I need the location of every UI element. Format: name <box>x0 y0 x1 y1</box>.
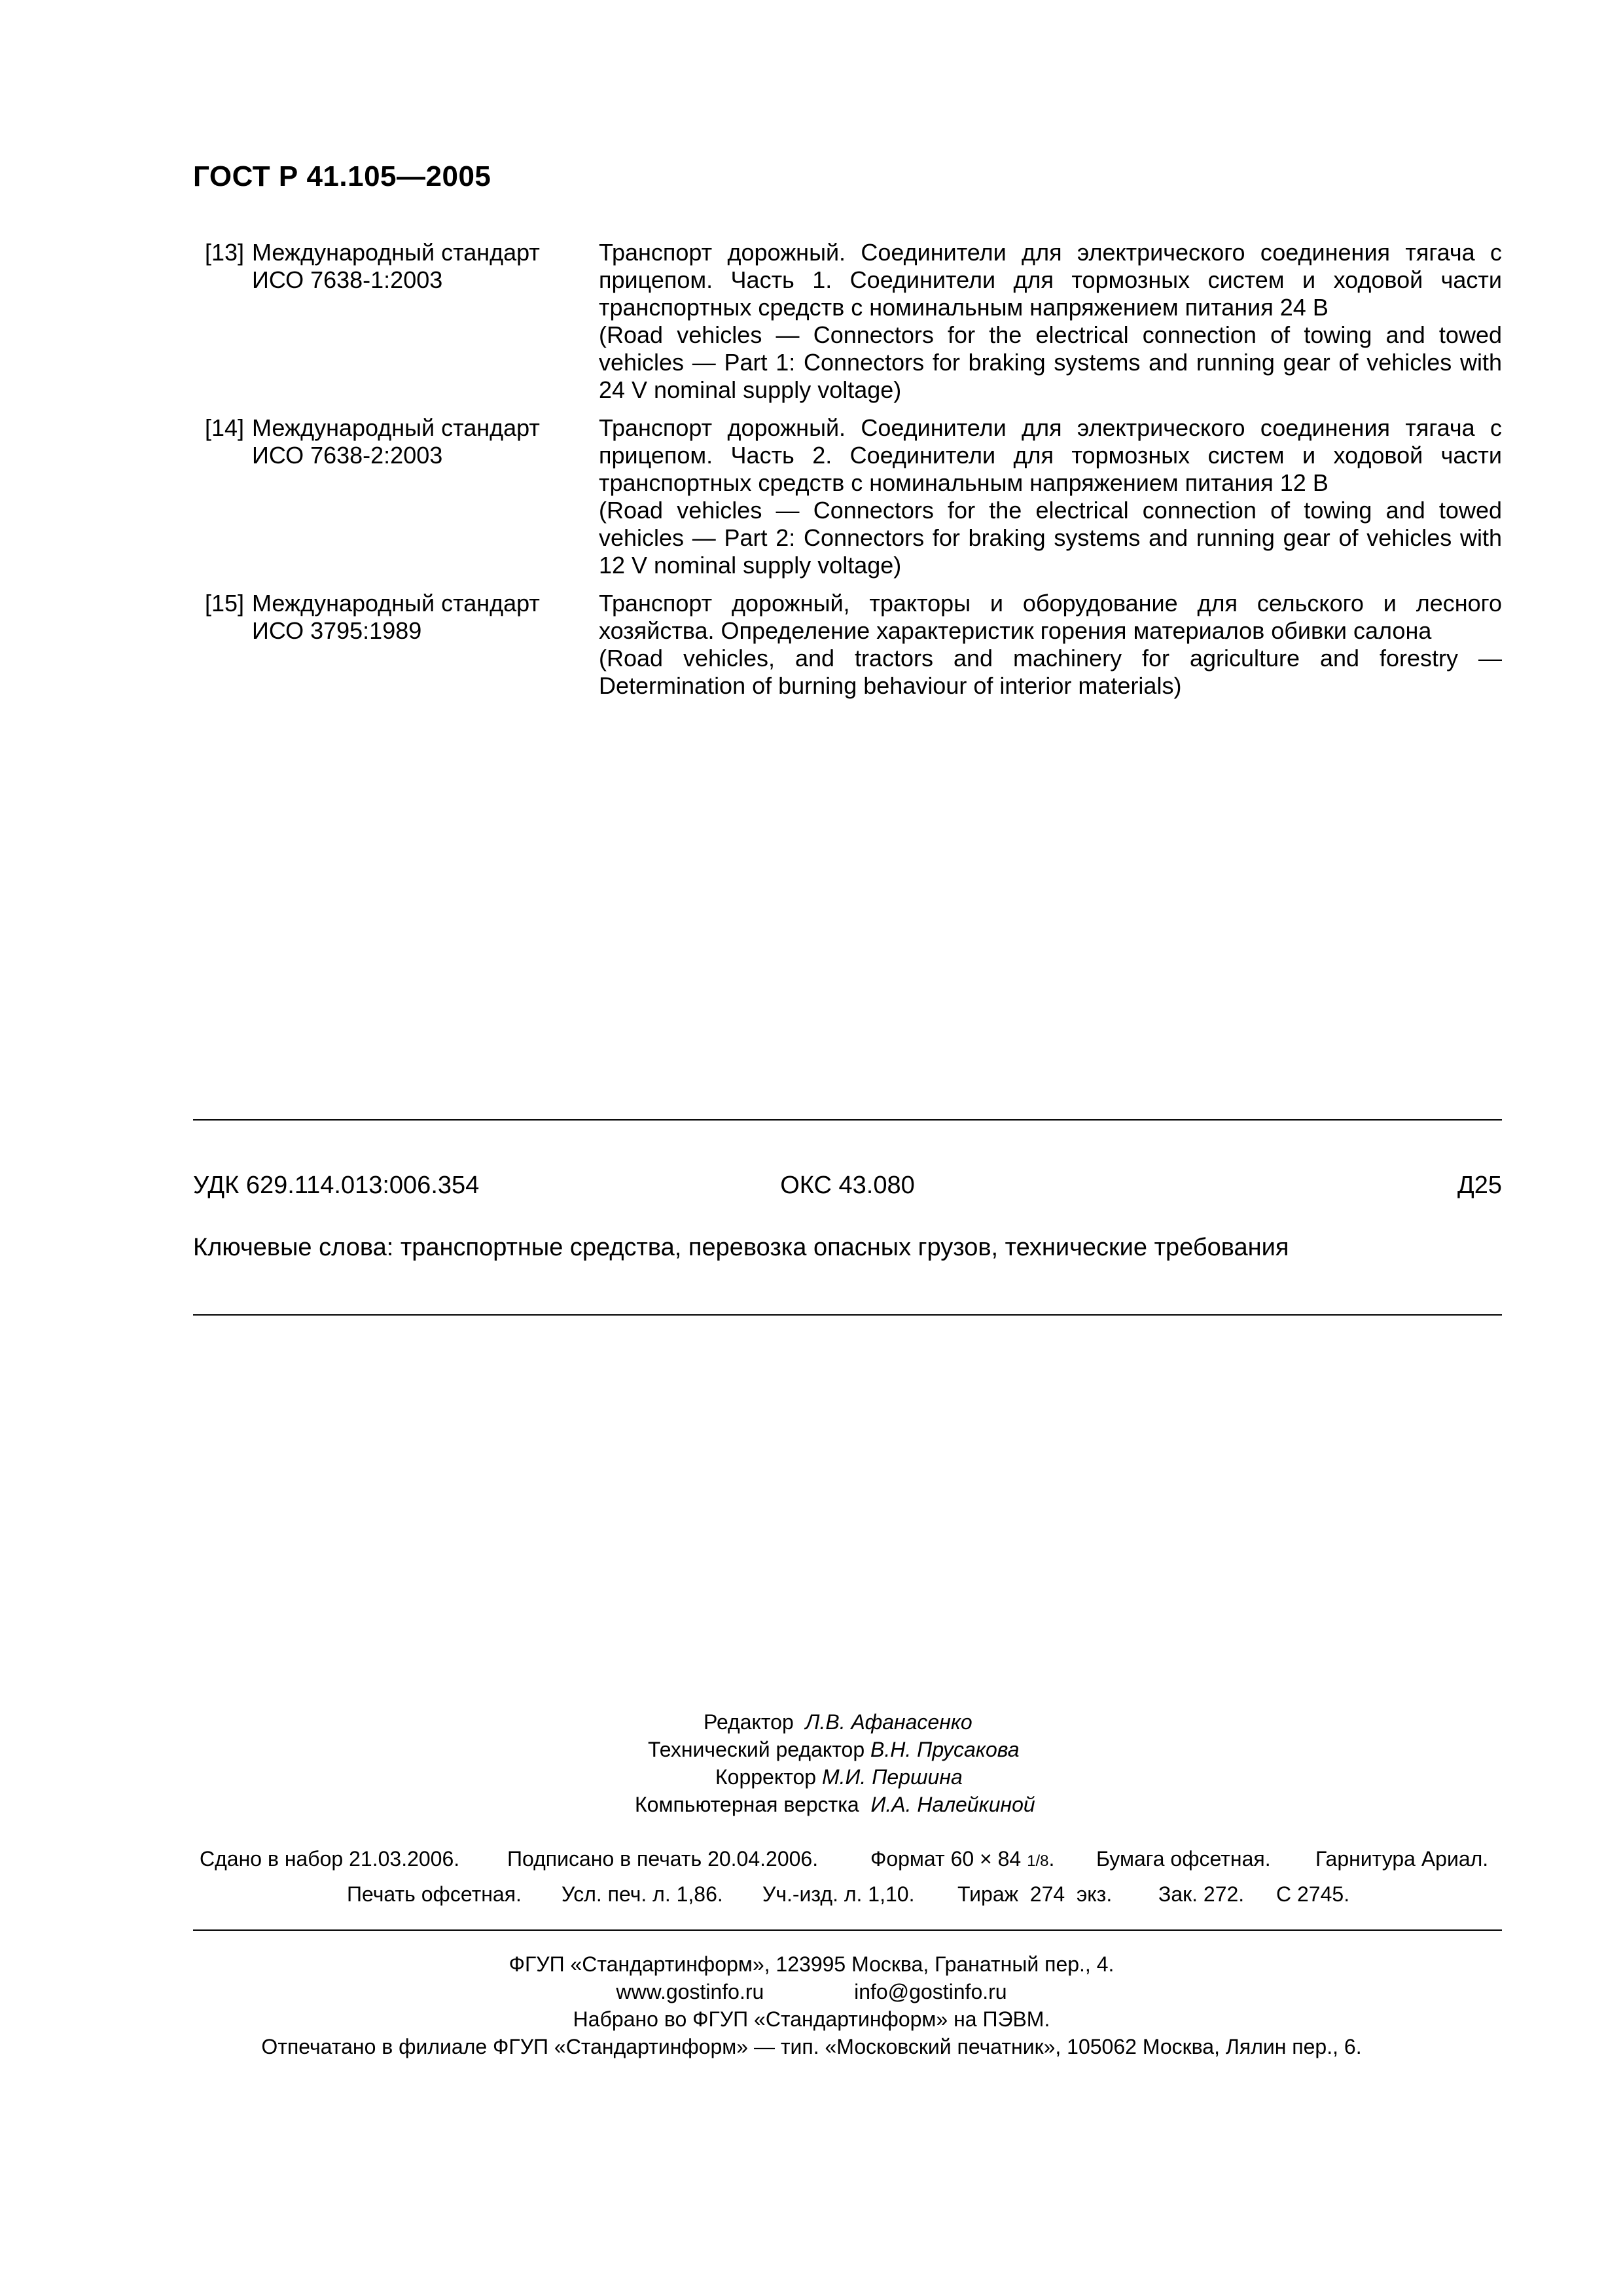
entry-title <box>599 414 1502 579</box>
bibliography-entry <box>193 590 1508 700</box>
standard-type: Международный стандарт <box>252 590 540 617</box>
entry-title <box>599 590 1502 700</box>
layout-name: И.А. Налейкиной <box>870 1793 1035 1816</box>
format-times: × <box>980 1847 992 1871</box>
credit-corrector <box>715 1763 963 1791</box>
print-usl: Усл. печ. л. 1,86. <box>562 1882 723 1906</box>
print-uch: Уч.-изд. л. 1,10. <box>762 1882 915 1906</box>
udk-code: УДК 629.114.013:006.354 <box>193 1172 480 1199</box>
oks-code: ОКС 43.080 <box>780 1172 915 1199</box>
title-english: (Road vehicles — Connectors for the electrical connection of towing and towed vehicles — Part 1: Connectors for braking systems and running gear of vehicles with 24 V nominal supply voltage) <box>599 321 1502 403</box>
tech-editor-name: В.Н. Прусакова <box>870 1738 1020 1761</box>
entry-standard <box>252 590 579 700</box>
entry-title <box>599 239 1502 404</box>
title-english: (Road vehicles — Connectors for the electrical connection of towing and towed vehicles — Part 2: Connectors for braking systems and running gear of vehicles with 12 V nominal supply voltage) <box>599 497 1502 579</box>
print-run: Тираж 274 экз. <box>957 1882 1113 1906</box>
publisher-email: info@gostinfo.ru <box>854 1980 1007 2003</box>
entry-standard <box>252 414 579 579</box>
corrector-name: М.И. Першина <box>821 1765 963 1789</box>
bibliography-list <box>193 239 1508 710</box>
corrector-label: Корректор <box>715 1765 817 1789</box>
group-code: Д25 <box>1457 1172 1502 1199</box>
print-paper: Бумага офсетная. <box>1096 1847 1271 1871</box>
title-russian: Транспорт дорожный. Соединители для электрического соединения тягача с прицепом. Часть 2. Соединители для тормозных систем и ходовой части транспортных средств с номинальным напряжением питания 12 В <box>599 414 1502 496</box>
editor-label: Редактор <box>704 1710 794 1734</box>
document-code: ГОСТ Р 41.105—2005 <box>193 160 491 192</box>
print-order: Зак. 272. <box>1158 1882 1245 1906</box>
standard-number: ИСО 7638-2:2003 <box>252 442 443 469</box>
print-type: Печать офсетная. <box>347 1882 522 1906</box>
standard-number: ИСО 3795:1989 <box>252 617 422 644</box>
standard-number: ИСО 7638-1:2003 <box>252 266 443 293</box>
credit-tech-editor <box>648 1736 1020 1763</box>
print-signed: Подписано в печать 20.04.2006. <box>507 1847 819 1871</box>
print-format: Формат 60 × 84 1/8. <box>870 1847 1055 1871</box>
keywords: Ключевые слова: транспортные средства, перевозка опасных грузов, технические требования <box>193 1234 1289 1261</box>
entry-number: [14] <box>204 414 244 441</box>
print-c: С 2745. <box>1276 1882 1350 1906</box>
divider-top <box>193 1119 1502 1121</box>
tech-editor-label: Технический редактор <box>648 1738 865 1761</box>
format-fraction: 1/8 <box>1027 1852 1049 1870</box>
publisher-typeset: Набрано во ФГУП «Стандартинформ» на ПЭВМ. <box>573 2007 1050 2031</box>
entry-standard <box>252 239 579 404</box>
publisher-block <box>0 1950 1623 2060</box>
publisher-address: ФГУП «Стандартинформ», 123995 Москва, Гранатный пер., 4. <box>508 1952 1115 1976</box>
bibliography-entry <box>193 414 1508 579</box>
title-russian: Транспорт дорожный. Соединители для электрического соединения тягача с прицепом. Часть 1. Соединители для тормозных систем и ходовой части транспортных средств с номинальным напряжением питания 24 В <box>599 239 1502 321</box>
divider-bottom <box>193 1314 1502 1316</box>
title-russian: Транспорт дорожный, тракторы и оборудование для сельского и лесного хозяйства. Определение характеристик горения материалов обивки салона <box>599 590 1502 644</box>
print-submitted: Сдано в набор 21.03.2006. <box>200 1847 460 1871</box>
divider-publisher <box>193 1929 1502 1931</box>
format-84: 84 <box>997 1847 1022 1871</box>
format-prefix: Формат 60 <box>870 1847 974 1871</box>
publisher-contacts <box>0 1978 1623 2005</box>
publisher-web: www.gostinfo.ru <box>616 1980 764 2003</box>
entry-number: [15] <box>204 590 244 617</box>
standard-type: Международный стандарт <box>252 239 540 266</box>
credit-layout <box>635 1791 1035 1818</box>
print-typeface: Гарнитура Ариал. <box>1315 1847 1489 1871</box>
layout-label: Компьютерная верстка <box>635 1793 859 1816</box>
entry-number: [13] <box>204 239 244 266</box>
credit-editor <box>704 1708 972 1736</box>
standard-type: Международный стандарт <box>252 414 540 441</box>
title-english: (Road vehicles, and tractors and machinery for agriculture and forestry — Determination of burning behaviour of interior materials) <box>599 645 1502 699</box>
bibliography-entry <box>193 239 1508 404</box>
publisher-printed: Отпечатано в филиале ФГУП «Стандартинформ» — тип. «Московский печатник», 105062 Москва, Лялин пер., 6. <box>261 2035 1362 2058</box>
editor-name: Л.В. Афанасенко <box>805 1710 972 1734</box>
